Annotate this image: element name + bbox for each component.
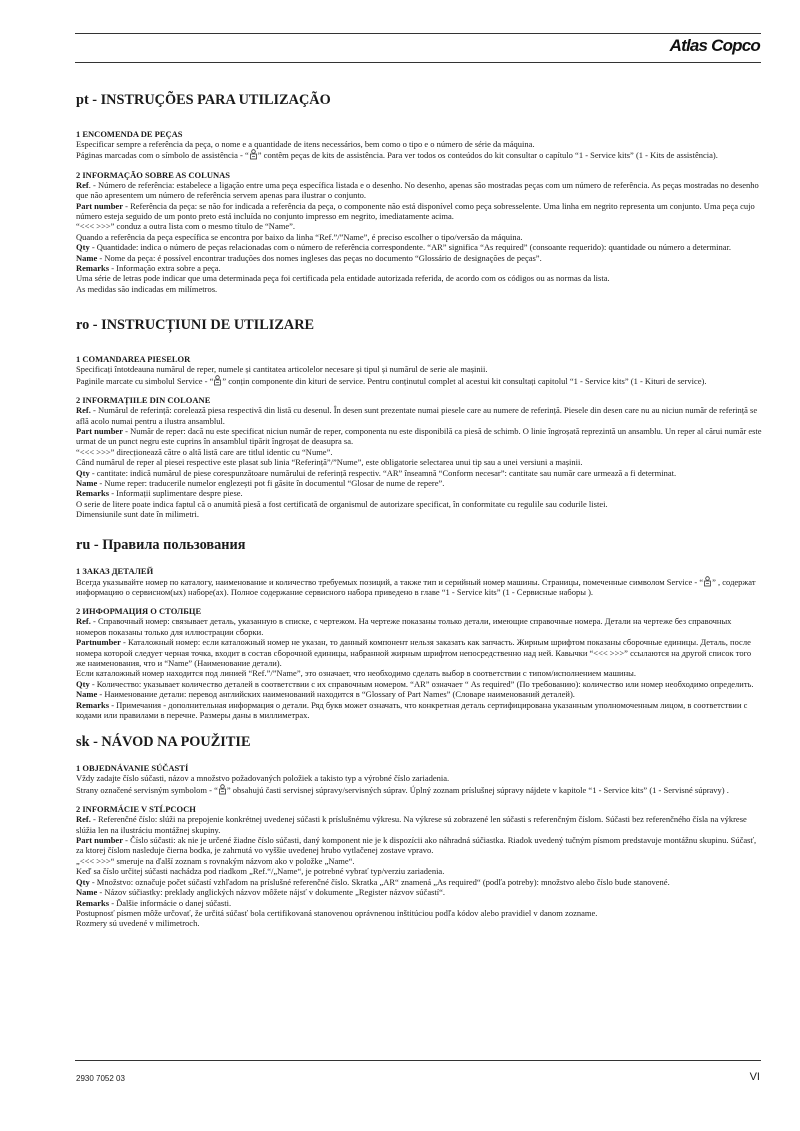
section-pt: [76, 92, 762, 294]
paragraph: Remarks - Примечания - дополнительная информация о детали. Ряд букв может означать, что конкретная деталь сертифицирована указанным уполномоченным лицом, в соответствии с кодами или правилами в перечне. Размеры даны в миллиметрах.: [76, 699, 748, 721]
paragraph: Qty - cantitate: indică numărul de piese corespunzătoare numărului de referință respectiv. “AR” înseamnă “Conform necesar”: cantitate sau număr care urmează a fi determinat.: [76, 467, 677, 478]
paragraph: Qty - Quantidade: indica o número de peças relacionadas com o número de referência correspondente. “AR” significa “As required” (consoante requerido): quantidade ou número a determinar.: [76, 242, 731, 253]
footer-rule: [75, 1060, 761, 1061]
instructions-content: [76, 92, 762, 929]
paragraph: Especificar sempre a referência da peça, o nome e a quantidade de itens necessários, bem como o tipo e o número de série da máquina.: [76, 139, 535, 149]
paragraph: Name - Nume reper: traducerile numelor englezești pot fi găsite în documentul “Glosar de nume de repere”.: [76, 477, 445, 488]
subheading-ordering: 1 ЗАКАЗ ДЕТАЛЕЙ: [76, 565, 154, 576]
paragraph: Remarks - Informații suplimentare despre piese.: [76, 488, 243, 499]
paragraph: Keď sa číslo určitej súčasti nachádza pod riadkom „Ref.“/„Name“, je potrebné vybrať typ/verziu zariadenia.: [76, 866, 445, 877]
paragraph: Uma série de letras pode indicar que uma determinada peça foi certificada pela entidade autorizada referida, de acordo com os códigos ou as normas da lista.: [76, 273, 610, 284]
paragraph: Ref. - Numărul de referință: corelează piesa respectivă din listă cu desenul. În desen sunt prezentate numai piesele care au numere de referință. Piesele din desen care nu au niciun număr de referință se află acolo numai pentru a ilustra ansamblul.: [76, 405, 758, 426]
subheading-columns: 2 INFORMAÇÃO SOBRE AS COLUNAS: [76, 169, 230, 180]
paragraph: Remarks - Informação extra sobre a peça.: [76, 263, 221, 274]
section-sk: [76, 734, 762, 928]
paragraph: Qty - Количество: указывает количество деталей в соответствии с их справочным номером. “AR” означает “ As required” (По требованию): количество или номер необходимо определить.: [76, 678, 754, 689]
page-number: VI: [749, 1071, 760, 1083]
section-title-ro: ro - INSTRUCȚIUNI DE UTILIZARE: [76, 317, 315, 334]
paragraph: “<<< >>>” direcționează către o altă listă care are titlul identic cu “Nume”.: [76, 446, 333, 457]
header-rule-lower: [75, 62, 761, 63]
subheading-columns: 2 ИНФОРМАЦИЯ О СТОЛБЦЕ: [76, 606, 202, 617]
paragraph: Rozmery sú uvedené v milimetroch.: [76, 918, 200, 929]
brand-logo: Atlas Copco: [669, 36, 760, 55]
paragraph: Partnumber - Каталожный номер: если каталожный номер не указан, то данный компонент нельзя заказать как запчасть. Жирным шрифтом показаны сборочные единицы. Деталь, после номера которой следует черная точка, входит в состав сборочной единицы, набранной жирным шрифтом непосредственно над ней. Кавычки “<<< >>>” ссылаются на другой список того же наименования, что и “Name” (Наименование детали).: [76, 637, 752, 668]
subheading-columns: 2 INFORMAȚIILE DIN COLOANE: [76, 395, 211, 406]
paragraph: Name - Názov súčiastky: preklady anglických názvov môžete nájsť v dokumente „Register názvov súčastí“.: [76, 887, 446, 898]
paragraph: Ref. - Справочный номер: связывает деталь, указанную в списке, с чертежом. На чертеже показаны только детали, имеющие справочные номера. Детали на чертеже без справочных номеров показаны только для иллюстрации сборки.: [76, 616, 732, 637]
paragraph: Part number - Număr de reper: dacă nu este specificat niciun număr de reper, componenta nu este disponibilă ca piesă de schimb. O linie îngroșată reprezintă un ansamblu. Un reper al cărui număr este urmat de un punct negru este cuprins în ansamblul tipărit îngroșat de deasupra sa.: [76, 425, 762, 447]
paragraph: “<<< >>>” conduz a outra lista com o mesmo título de “Name”.: [76, 221, 296, 232]
section-title-ru: ru - Правила пользования: [76, 536, 246, 553]
paragraph: Quando a referência da peça específica se encontra por baixo da linha “Ref.”/”Name”, é preciso escolher o tipo/versão da máquina.: [76, 231, 523, 242]
subheading-ordering: 1 ENCOMENDA DE PEÇAS: [76, 129, 183, 139]
service-kit-icon: [218, 784, 227, 795]
paragraph: Qty - Množstvo: označuje počet súčastí vzhľadom na príslušné referenčné číslo. Skratka „AR“ znamená „As required“ (podľa potreby): množstvo alebo číslo bude stanovené.: [76, 876, 670, 887]
paragraph: Part number - Referência da peça: se não for indicada a referência da peça, o componente não está disponível como peça sobresselente. Uma linha em negrito representa um conjunto. Uma peça cujo número esteja seguido de um ponto preto está incluída no conjunto impresso em negrito, imediatamente acima.: [76, 200, 755, 222]
paragraph: Part number - Číslo súčasti: ak nie je určené žiadne číslo súčasti, daný komponent nie je k dispozícii ako náhradná súčiastka. Riadok uvedený tučným písmom predstavuje montážnu skupinu. Súčasť, za ktorej číslom nasleduje čierna bodka, je zahrnutá vo vyššie uvedenej hrubo vytlačenej zostave vpravo.: [76, 835, 757, 856]
subheading-ordering: 1 OBJEDNÁVANIE SÚČASTÍ: [76, 763, 189, 774]
paragraph: Páginas marcadas com o símbolo de assistência - “ ” contêm peças de kits de assistência. Para ver todos os conteúdos do kit consultar o capítulo “1 - Service kits” (1 - Kits de assistência).: [76, 150, 718, 161]
subheading-ordering: 1 COMANDAREA PIESELOR: [76, 354, 191, 365]
paragraph: Vždy zadajte číslo súčasti, názov a množstvo požadovaných položiek a takisto typ a výrobné číslo zariadenia.: [76, 773, 450, 784]
paragraph: Paginile marcate cu simbolul Service - “ ” conțin componente din kituri de service. Pentru conținutul complet al acestui kit consultați capitolul “1 - Service kits” (1 - Kituri de service).: [76, 375, 707, 386]
paragraph: Când numărul de reper al piesei respective este plasat sub linia “Referință”/”Nume”, este obligatorie selectarea unui tip sau a unei versiuni a mașinii.: [76, 457, 583, 468]
paragraph: Postupnosť písmen môže určovať, že určitá súčasť bola certifikovaná stanovenou oprávnenou inštitúciou podľa kódov alebo pravidiel v danom zozname.: [76, 907, 598, 918]
paragraph: Dimensiunile sunt date în milimetri.: [76, 509, 199, 520]
document-code: 2930 7052 03: [76, 1074, 125, 1083]
paragraph: „<<< >>>“ smeruje na ďalší zoznam s rovnakým názvom ako v položke „Name“.: [76, 855, 355, 866]
section-title-pt: pt - INSTRUÇÕES PARA UTILIZAÇÃO: [76, 92, 331, 108]
section-ro: [76, 317, 762, 519]
paragraph: Name - Nome da peça: é possível encontrar traduções dos nomes ingleses das peças no documento “Glossário de designações de peças”.: [76, 252, 542, 263]
header-rule: [75, 33, 761, 34]
section-ru: [76, 537, 762, 721]
paragraph: Name - Наименование детали: перевод английских наименований находится в “Glossary of Part Names” (Словаре наименований деталей).: [76, 689, 575, 700]
subheading-columns: 2 INFORMÁCIE V STĹPCOCH: [76, 804, 196, 815]
paragraph: Specificați întotdeauna numărul de reper, numele și cantitatea articolelor necesare și tipul și numărul de serie ale mașinii.: [76, 364, 488, 375]
paragraph: Remarks - Ďalšie informácie o danej súčasti.: [76, 897, 232, 908]
paragraph: Strany označené servisným symbolom - “ ” obsahujú časti servisnej súpravy/servisných súprav. Úplný zoznam príslušnej súpravy nájdete v kapitole “1 - Service kits” (1 - Servisné súpravy) .: [76, 784, 729, 795]
paragraph: As medidas são indicadas em milímetros.: [76, 283, 218, 294]
paragraph: Всегда указывайте номер по каталогу, наименование и количество требуемых позиций, а также тип и серийный номер машины. Страницы, помеченные символом Service - “ ” , содержат информацию о сервисном(ых) наборе(ах). Полное содержание сервисного набора приведено в главе “1 - Service kits” (1 - Сервисные наборы ).: [76, 576, 756, 597]
service-kit-icon: [703, 576, 712, 587]
paragraph: Ref. - Referenčné číslo: slúži na prepojenie konkrétnej uvedenej súčasti k príslušnému výkresu. Na výkrese sú zobrazené len súčasti s referenčným číslom. Súčasti bez referenčného čísla na výkrese slúžia len na ilustráciu montážnej skupiny.: [76, 814, 747, 835]
paragraph: Если каталожный номер находится под линией “Ref.”/”Name”, это означает, что необходимо сделать выбор в соответствии с типом/исполнением машины.: [76, 668, 636, 679]
service-kit-icon: [249, 149, 258, 160]
section-title-sk: sk - NÁVOD NA POUŽITIE: [76, 734, 251, 751]
paragraph: Ref. - Número de referência: estabelece a ligação entre uma peça específica listada e o desenho. No desenho, apenas são mostradas peças com um número de referência. As peças mostradas no desenho que não apresentem um número de referência servem apenas para ilustrar o conjunto.: [76, 179, 759, 201]
paragraph: O serie de litere poate indica faptul că o anumită piesă a fost certificată de organismul de autorizare specificat, în conformitate cu regulile sau codurile listei.: [76, 498, 608, 509]
